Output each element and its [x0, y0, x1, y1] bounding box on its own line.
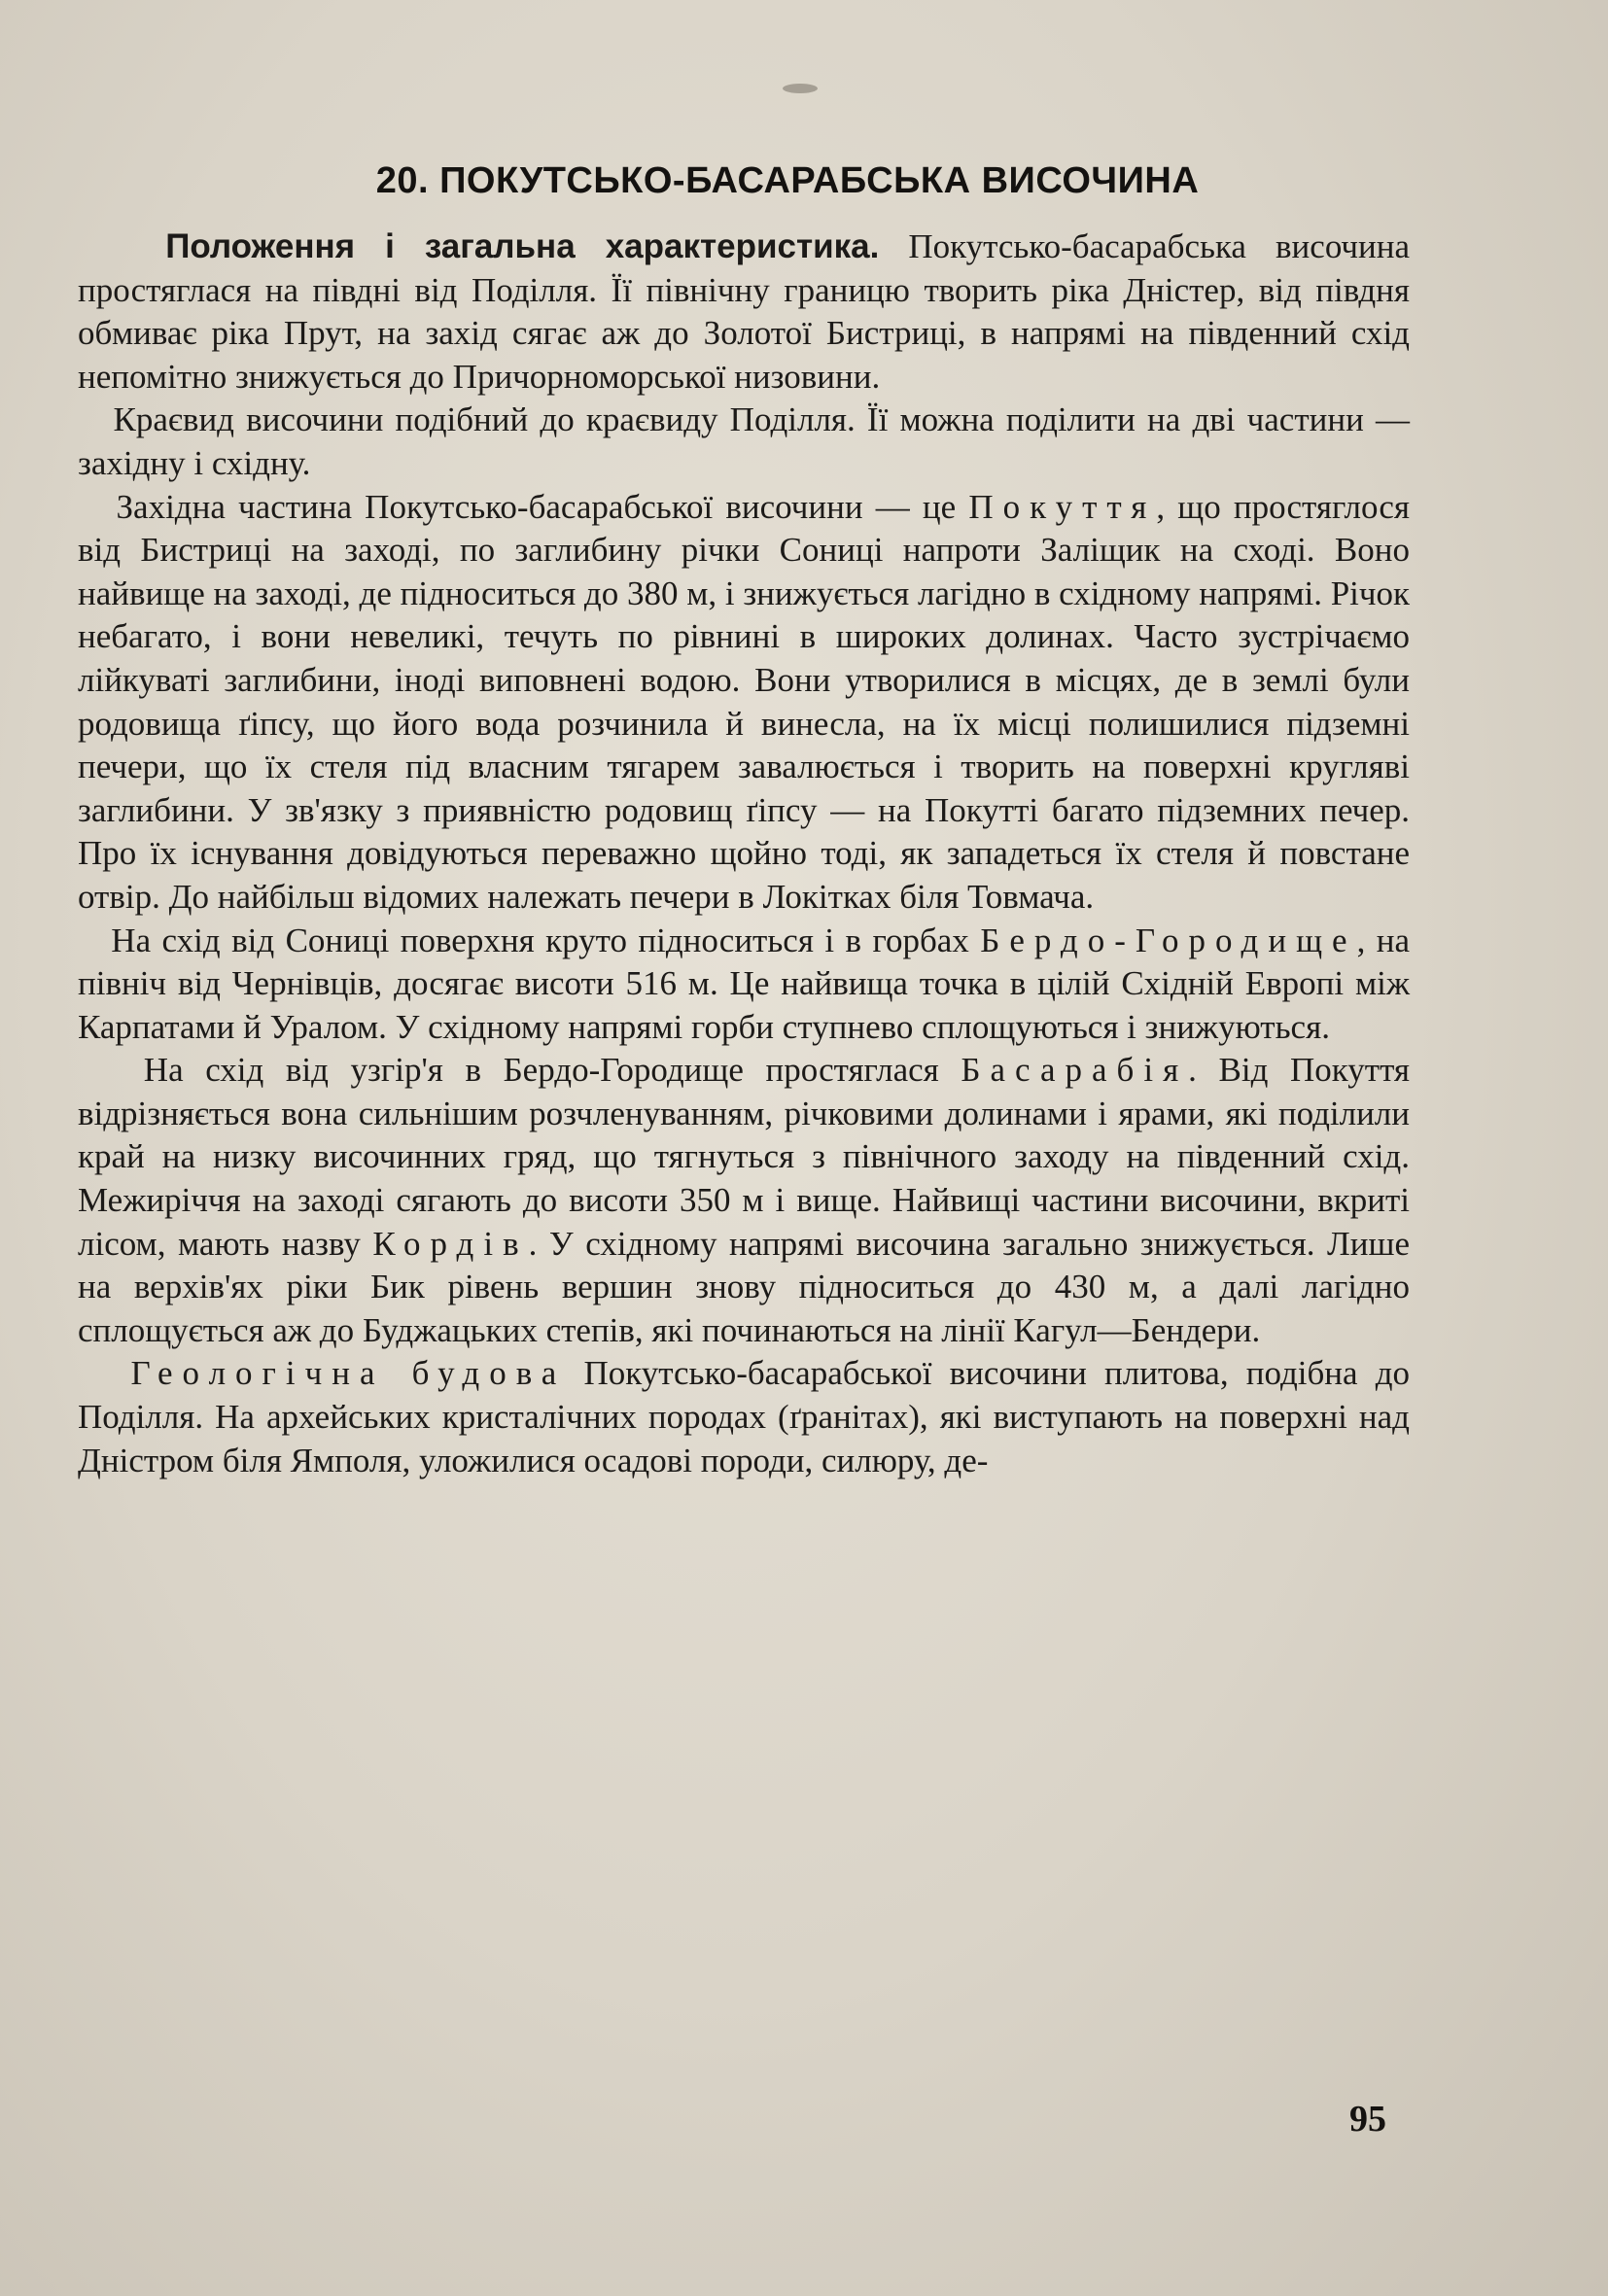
paragraph-6 [78, 1352, 1410, 1482]
paragraph-5 [78, 1049, 1410, 1352]
paragraph-6-spaced: Геологічна будова [130, 1354, 567, 1393]
paragraph-4-after: , на північ від Чернівців, досягає висоти 516 м. Це найвища точка в цілій Східній Европі між Карпатами й Уралом. У східному напрямі горби ступнево сплощуються і знижуються. [78, 921, 1411, 1046]
paragraph-1-text: Покутсько-басарабська височина простяглася на півдні від Поділля. Її північну границю творить ріка Дністер, від півдня обмиває ріка Прут, на захід сягає аж до Золотої Бистриці, в напрямі на південний схід непомітно знижується до Причорноморської низовини. [78, 227, 1411, 396]
page-number: 95 [1349, 2099, 1386, 2139]
paragraph-5-spaced-2: Кордів [372, 1224, 529, 1263]
paragraph-3-spaced: Покуття [968, 487, 1157, 526]
paragraph-2 [78, 399, 1410, 485]
paragraph-4-spaced: Бердо-Городище [980, 921, 1357, 959]
ink-smudge [783, 84, 818, 93]
paragraph-3-before: Західна частина Покутсько-басарабської височини — це [116, 487, 969, 526]
paragraph-1-lead: Положення і загальна характеристика. [165, 227, 880, 265]
paragraph-3-after: , що простяглося від Бистриці на заході, по заглибину річки Сониці напроти Заліщик на сході. Воно найвище на заході, де підноситься до 380 м, і знижується лагідно в східному напрямі. Річок небагато, і вони невеликі, течуть по рівнині в широких долинах. Часто зустрічаємо лійкуваті заглибини, іноді виповнені водою. Вони утворилися в місцях, де в землі були родовища ґіпсу, що його вода розчинила й винесла, на їх місці полишилися підземні печери, що їх стеля під власним тягарем завалюється і творить на поверхні кругляві заглибини. У зв'язку з приявністю родовищ ґіпсу — на Покутті багато підземних печер. Про їх існування довідуються переважно щойно тоді, як западеться їх стеля й повстане отвір. До найбільш відомих належать печери в Локітках біля Товмача. [78, 487, 1411, 916]
paragraph-5-spaced: Басарабія [961, 1051, 1189, 1090]
paragraph-5-after: . У східному напрямі височина загально знижується. Лише на верхів'ях ріки Бик рівень вершин знову підноситься до 430 м, а далі лагідно сплощується аж до Буджацьких степів, які починаються на лінії Кагул—Бендери. [78, 1224, 1411, 1349]
paragraph-4-before: На схід від Сониці поверхня круто підноситься і в горбах [111, 921, 981, 959]
section-heading: 20. ПОКУТСЬКО-БАСАРАБСЬКА ВИСОЧИНА [375, 160, 1200, 201]
paragraph-5-middle: . Від Покуття відрізняється вона сильнішим розчленуванням, річковими долинами і ярами, які поділили край на низку височинних гряд, що тягнуться з північного заходу на південний схід. Межиріччя на заході сягають до висоти 350 м і вище. Найвищі частини височини, вкриті лісом, мають назву [78, 1051, 1411, 1263]
paragraph-1 [78, 226, 1410, 399]
paragraph-5-before: На схід від узгір'я в Бердо-Городище простяглася [143, 1051, 961, 1090]
paragraph-4 [78, 920, 1410, 1050]
paragraph-6-after: Покутсько-басарабської височини плитова, подібна до Поділля. На архейських кристалічних породах (ґранітах), які виступають на поверхні над Дністром біля Ямполя, уложилися осадові породи, силюру, де- [78, 1354, 1410, 1479]
page-text [78, 160, 1410, 1482]
paragraph-2-text: Краєвид височини подібний до краєвиду Поділля. Її можна поділити на дві частини — західну і східну. [78, 400, 1410, 482]
paragraph-3 [78, 486, 1410, 920]
